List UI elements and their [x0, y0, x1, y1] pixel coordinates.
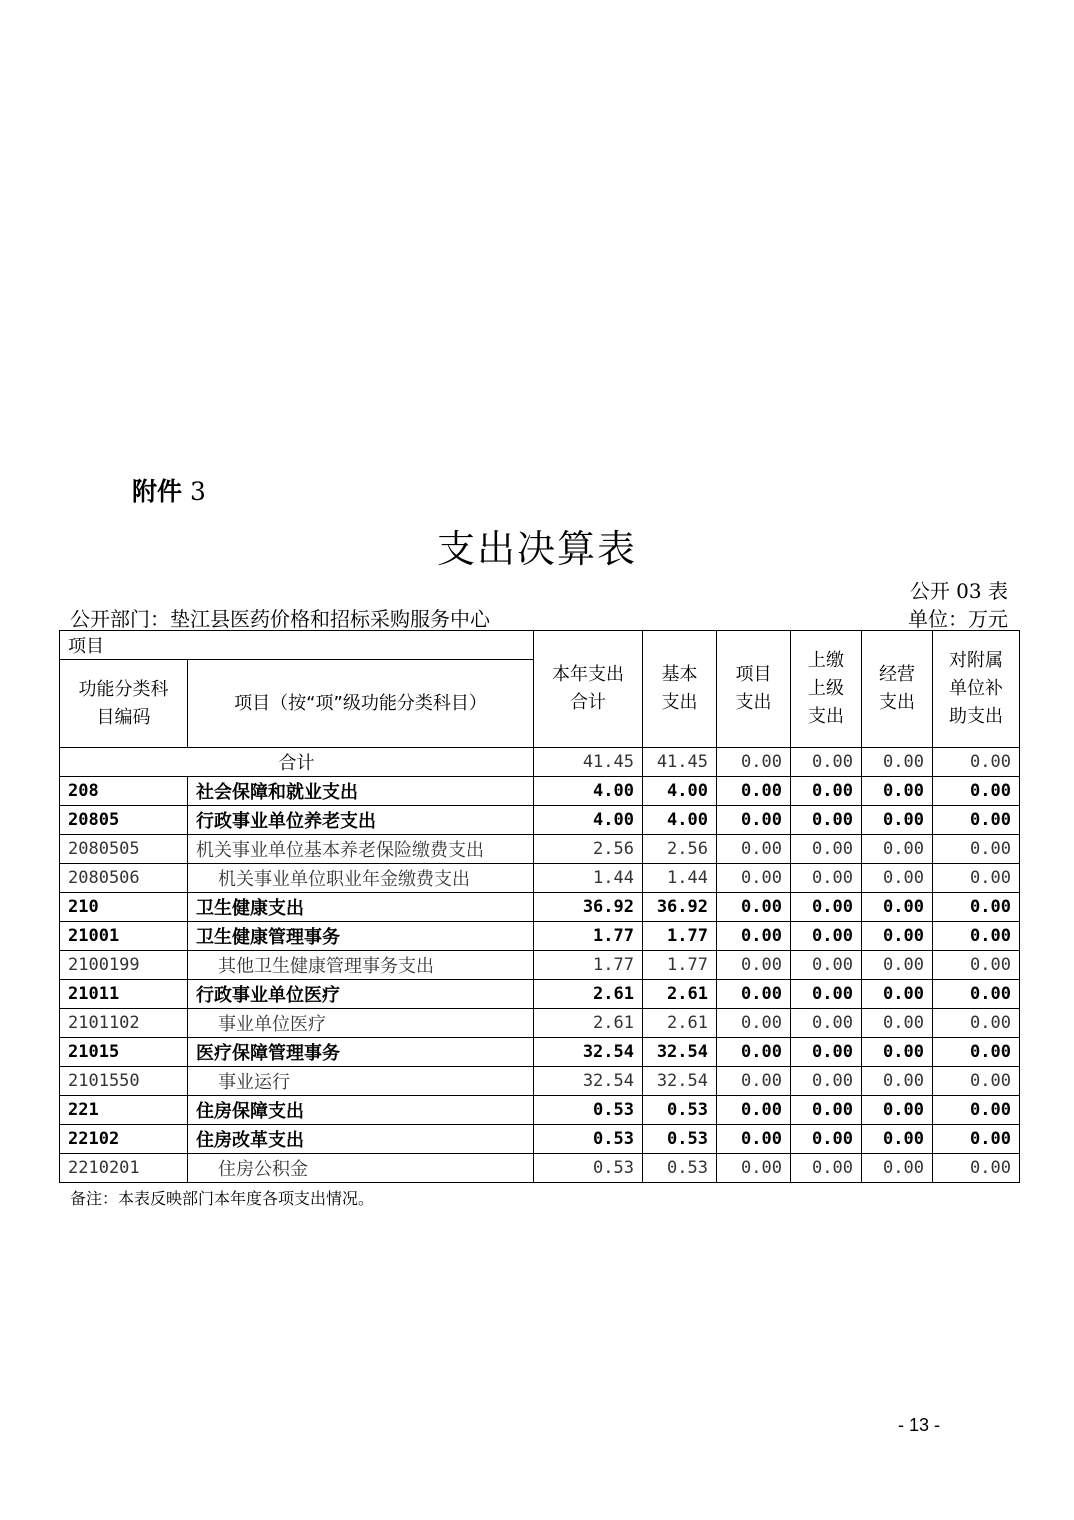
row-v2: 2.61 [643, 1009, 717, 1038]
row-v1: 0.53 [534, 1096, 643, 1125]
row-name: 社会保障和就业支出 [188, 777, 534, 806]
page-number: - 13 - [898, 1415, 941, 1435]
row-v1: 2.61 [534, 980, 643, 1009]
header-basic-l2: 支出 [661, 692, 698, 713]
total-label: 合计 [60, 748, 534, 777]
row-v6: 0.00 [933, 980, 1020, 1009]
row-code: 208 [60, 777, 188, 806]
header-oper-l2: 支出 [879, 692, 915, 713]
row-v3: 0.00 [717, 922, 791, 951]
row-v1: 4.00 [534, 777, 643, 806]
table-row [60, 951, 1020, 980]
header-total-l1: 本年支出 [552, 664, 624, 685]
row-code: 2080505 [60, 835, 188, 864]
row-name: 卫生健康管理事务 [188, 922, 534, 951]
header-item-l1: 项目 [735, 664, 772, 685]
row-v4: 0.00 [791, 835, 862, 864]
table-row [60, 1096, 1020, 1125]
header-upper [791, 631, 862, 748]
row-v3: 0.00 [717, 980, 791, 1009]
row-v6: 0.00 [933, 777, 1020, 806]
row-v5: 0.00 [862, 922, 933, 951]
row-v5: 0.00 [862, 864, 933, 893]
footnote: 备注：本表反映部门本年度各项支出情况。 [70, 1189, 375, 1208]
row-v3: 0.00 [717, 1038, 791, 1067]
header-upper-l2: 上级 [808, 678, 844, 699]
row-v5: 0.00 [862, 1067, 933, 1096]
row-v4: 0.00 [791, 1096, 862, 1125]
row-v2: 0.53 [643, 1154, 717, 1183]
row-v5: 0.00 [862, 951, 933, 980]
row-v6: 0.00 [933, 835, 1020, 864]
row-v6: 0.00 [933, 1125, 1020, 1154]
header-project: 项目 [60, 631, 534, 660]
row-v2: 32.54 [643, 1067, 717, 1096]
header-total [534, 631, 643, 748]
row-name: 其他卫生健康管理事务支出 [188, 951, 534, 980]
row-name: 机关事业单位基本养老保险缴费支出 [188, 835, 534, 864]
row-v4: 0.00 [791, 777, 862, 806]
row-code: 221 [60, 1096, 188, 1125]
row-v3: 0.00 [717, 1009, 791, 1038]
row-v3: 0.00 [717, 1067, 791, 1096]
row-v4: 0.00 [791, 893, 862, 922]
header-upper-l3: 支出 [808, 706, 844, 727]
table-row [60, 893, 1020, 922]
row-v6: 0.00 [933, 922, 1020, 951]
row-v5: 0.00 [862, 777, 933, 806]
total-row [60, 748, 1020, 777]
row-v1: 2.61 [534, 1009, 643, 1038]
row-v6: 0.00 [933, 1009, 1020, 1038]
row-v2: 0.53 [643, 1096, 717, 1125]
attachment-number: 3 [189, 477, 206, 506]
header-name: 项目（按“项”级功能分类科目） [188, 660, 534, 748]
row-v4: 0.00 [791, 1154, 862, 1183]
header-sub-l2: 单位补 [949, 678, 1003, 699]
total-v3: 0.00 [717, 748, 791, 777]
table-row [60, 835, 1020, 864]
row-v3: 0.00 [717, 893, 791, 922]
header-code-l1: 功能分类科 [78, 678, 169, 700]
total-v1: 41.45 [534, 748, 643, 777]
row-v2: 4.00 [643, 777, 717, 806]
header-item-l2: 支出 [735, 692, 772, 713]
row-v1: 1.77 [534, 951, 643, 980]
row-name: 行政事业单位医疗 [188, 980, 534, 1009]
row-v2: 0.53 [643, 1125, 717, 1154]
row-v1: 1.44 [534, 864, 643, 893]
header-oper-l1: 经营 [879, 664, 915, 685]
row-v5: 0.00 [862, 835, 933, 864]
row-v1: 32.54 [534, 1038, 643, 1067]
row-v2: 36.92 [643, 893, 717, 922]
row-v6: 0.00 [933, 1096, 1020, 1125]
total-v4: 0.00 [791, 748, 862, 777]
row-v2: 32.54 [643, 1038, 717, 1067]
row-v1: 36.92 [534, 893, 643, 922]
row-v4: 0.00 [791, 864, 862, 893]
row-v3: 0.00 [717, 864, 791, 893]
header-item [717, 631, 791, 748]
row-v3: 0.00 [717, 777, 791, 806]
header-code-l2: 目编码 [96, 706, 151, 728]
row-v5: 0.00 [862, 1154, 933, 1183]
row-v6: 0.00 [933, 864, 1020, 893]
row-v3: 0.00 [717, 835, 791, 864]
row-v5: 0.00 [862, 1038, 933, 1067]
row-v3: 0.00 [717, 1125, 791, 1154]
row-v4: 0.00 [791, 1038, 862, 1067]
page-title: 支出决算表 [436, 527, 637, 571]
row-v6: 0.00 [933, 1067, 1020, 1096]
total-v6: 0.00 [933, 748, 1020, 777]
row-v2: 2.56 [643, 835, 717, 864]
row-v5: 0.00 [862, 806, 933, 835]
row-v1: 32.54 [534, 1067, 643, 1096]
table-row [60, 980, 1020, 1009]
header-row-1 [60, 631, 1020, 660]
table-row [60, 922, 1020, 951]
row-v5: 0.00 [862, 1096, 933, 1125]
row-v5: 0.00 [862, 1125, 933, 1154]
total-v5: 0.00 [862, 748, 933, 777]
row-v4: 0.00 [791, 1067, 862, 1096]
row-name: 事业单位医疗 [188, 1009, 534, 1038]
row-v6: 0.00 [933, 806, 1020, 835]
row-v4: 0.00 [791, 806, 862, 835]
row-code: 21001 [60, 922, 188, 951]
row-v5: 0.00 [862, 893, 933, 922]
row-name: 事业运行 [188, 1067, 534, 1096]
row-code: 22102 [60, 1125, 188, 1154]
row-v4: 0.00 [791, 951, 862, 980]
row-v6: 0.00 [933, 1154, 1020, 1183]
header-code [60, 660, 188, 748]
row-code: 2101550 [60, 1067, 188, 1096]
header-basic [643, 631, 717, 748]
unit-label: 单位：万元 [908, 607, 1008, 631]
header-total-l2: 合计 [570, 692, 606, 713]
header-operating [862, 631, 933, 748]
row-code: 2210201 [60, 1154, 188, 1183]
row-v1: 1.77 [534, 922, 643, 951]
row-v5: 0.00 [862, 980, 933, 1009]
table-row [60, 1038, 1020, 1067]
table-row [60, 864, 1020, 893]
row-name: 住房保障支出 [188, 1096, 534, 1125]
table-row [60, 777, 1020, 806]
row-v1: 4.00 [534, 806, 643, 835]
row-code: 2080506 [60, 864, 188, 893]
row-v5: 0.00 [862, 1009, 933, 1038]
table-row [60, 806, 1020, 835]
row-name: 住房改革支出 [188, 1125, 534, 1154]
row-v2: 2.61 [643, 980, 717, 1009]
row-v6: 0.00 [933, 1038, 1020, 1067]
row-name: 住房公积金 [188, 1154, 534, 1183]
row-code: 210 [60, 893, 188, 922]
table-row [60, 1154, 1020, 1183]
table-row [60, 1125, 1020, 1154]
row-v1: 0.53 [534, 1154, 643, 1183]
row-v4: 0.00 [791, 1125, 862, 1154]
header-sub-l3: 助支出 [949, 706, 1003, 727]
department-label: 公开部门：垫江县医药价格和招标采购服务中心 [70, 607, 490, 631]
row-name: 机关事业单位职业年金缴费支出 [188, 864, 534, 893]
row-v1: 0.53 [534, 1125, 643, 1154]
attachment-prefix: 附件 [132, 477, 183, 506]
header-sub-l1: 对附属 [949, 650, 1003, 671]
row-v4: 0.00 [791, 980, 862, 1009]
attachment-label [132, 472, 206, 508]
row-v2: 4.00 [643, 806, 717, 835]
total-v2: 41.45 [643, 748, 717, 777]
row-v2: 1.77 [643, 951, 717, 980]
row-v3: 0.00 [717, 806, 791, 835]
row-v6: 0.00 [933, 951, 1020, 980]
header-upper-l1: 上缴 [808, 650, 844, 671]
header-subsidy [933, 631, 1020, 748]
row-code: 2101102 [60, 1009, 188, 1038]
row-v3: 0.00 [717, 1154, 791, 1183]
row-name: 行政事业单位养老支出 [188, 806, 534, 835]
row-v3: 0.00 [717, 1096, 791, 1125]
expenditure-table [59, 630, 1020, 1183]
row-code: 21011 [60, 980, 188, 1009]
header-basic-l1: 基本 [661, 664, 698, 685]
row-code: 21015 [60, 1038, 188, 1067]
row-code: 20805 [60, 806, 188, 835]
row-name: 医疗保障管理事务 [188, 1038, 534, 1067]
row-v4: 0.00 [791, 922, 862, 951]
row-code: 2100199 [60, 951, 188, 980]
row-v3: 0.00 [717, 951, 791, 980]
row-v4: 0.00 [791, 1009, 862, 1038]
row-v1: 2.56 [534, 835, 643, 864]
row-v2: 1.77 [643, 922, 717, 951]
table-row [60, 1009, 1020, 1038]
table-row [60, 1067, 1020, 1096]
row-name: 卫生健康支出 [188, 893, 534, 922]
row-v6: 0.00 [933, 893, 1020, 922]
form-number: 公开 03 表 [909, 579, 1008, 603]
row-v2: 1.44 [643, 864, 717, 893]
